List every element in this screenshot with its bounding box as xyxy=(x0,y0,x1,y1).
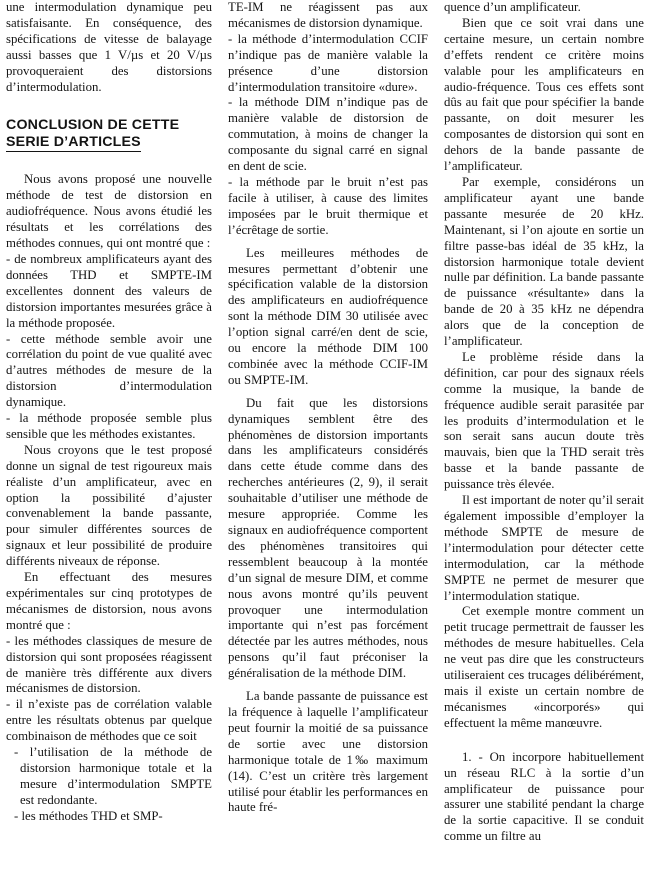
list-item: - la méthode par le bruit n’est pas facile à utiliser, à cause des limites imposées par le bruit thermique et l’écrêtage de sortie. xyxy=(228,174,428,237)
paragraph: Cet exemple montre comment un petit trucage permettrait de fausser les méthodes de mesure habituelles. Cela ne veut pas dire que les constructeurs utiliseraient ces trucages délibérément, mais il existe un certain nombre de mécanismes «incorporés» qui effectuent la même manœuvre. xyxy=(444,604,644,730)
list-item: - la méthode d’intermodulation CCIF n’indique pas de manière valable la présence d’une distorsion d’intermodulation transitoire «dure». xyxy=(228,31,428,94)
section-heading xyxy=(6,117,212,152)
paragraph: Les meilleures méthodes de mesures permettant d’obtenir une spécification valable de la distorsion des amplificateurs en audiofréquence sont la méthode DIM 30 utilisée avec l’option signal carré/en dent de scie, ou encore la méthode DIM 100 combinée avec la méthode CCIF-IM ou SMPTE-IM. xyxy=(228,245,428,387)
column-3 xyxy=(444,0,644,845)
section-heading-line-1: CONCLUSION DE CETTE xyxy=(6,117,180,134)
column-1 xyxy=(6,0,212,825)
column-2 xyxy=(228,0,428,816)
list-item: - il n’existe pas de corrélation valable entre les résultats obtenus par quelque combinaison de méthodes que ce soit xyxy=(6,697,212,744)
paragraph: Bien que ce soit vrai dans une certaine mesure, un certain nombre d’effets rendent ce critère moins valable pour les amplificateurs en audio-fréquence. Tous ces effets sont dûs au fait que pour spécifier la bande passante, on doit mesurer les composantes de distorsion qui sont en dehors de la bande passante de l’amplificateur. xyxy=(444,15,644,174)
paragraph: Le problème réside dans la définition, car pour des signaux réels comme la musique, la bande de fréquence audible serait parasitée par les produits d’intermodulation et le son serait sans aucun doute très mauvais, bien que la THD serait très basse et la bande passante de puissance très élevée. xyxy=(444,349,644,492)
list-item: - cette méthode semble avoir une corrélation du point de vue qualité avec d’autres méthodes de mesure de la distorsion d’intermodulation dynamique. xyxy=(6,331,212,410)
paragraph: une intermodulation dynamique peu satisfaisante. En conséquence, des spécifications de vitesse de balayage aussi basses que 1 V/µs et 20 V/µs provoqueraient des distorsions d’intermodulation. xyxy=(6,0,212,94)
paragraph: quence d’un amplificateur. xyxy=(444,0,581,14)
paragraph: La bande passante de puissance est la fréquence à laquelle l’amplificateur peut fournir la moitié de sa puissance de sortie avec une distorsion harmonique totale de 1‰ maximum (14). C’est un critère très largement utilisé pour établir les performances en haute fré- xyxy=(228,689,428,815)
paragraph: Par exemple, considérons un amplificateur ayant une bande passante mesurée de 20 kHz. Maintenant, si l’on ajoute en sortie un filtre passe-bas idéal de 35 kHz, la distorsion harmonique totale devient nulle par définition. La bande passante de puissance «résultante» dans la bande de 20 à 35 kHz ne dépendra alors que de la conception de l’amplificateur. xyxy=(444,174,644,349)
list-item: - les méthodes classiques de mesure de distorsion qui sont proposées réagissent de manière très différente aux divers mécanismes de distorsion. xyxy=(6,633,212,696)
paragraph: Du fait que les distorsions dynamiques semblent être des phénomènes de distorsion importants dans les amplificateurs considérés dans cette étude comme dans des recherches antérieures (2, 9), il serait souhaitable d’utiliser une méthode de mesure appropriée. Comme les signaux en audiofréquence comportent des phénomènes transitoires qui ressemblent beaucoup à la montée d’un signal de mesure DIM, et comme nous avons montré qu’ils peuvent provoquer une intermodulation importante qui n’est pas forcément détectée par les autres méthodes, nous pensons qu’il faut préconiser la généralisation de la méthode DIM. xyxy=(228,395,428,681)
list-item: - la méthode proposée semble plus sensible que les méthodes existantes. xyxy=(6,411,212,441)
paragraph: TE-IM ne réagissent pas aux mécanismes de distorsion dynamique. xyxy=(228,0,428,30)
list-item: - les méthodes THD et SMP- xyxy=(14,808,163,823)
paragraph: Il est important de noter qu’il serait également impossible d’employer la méthode SMPTE de mesure de l’intermodulation pour détecter cette intermodulation, car la méthode SMPTE ne permet de mesurer que l’intermodulation statique. xyxy=(444,493,644,603)
list-item: - de nombreux amplificateurs ayant des données THD et SMPTE-IM excellentes donnent des valeurs de distorsion importantes mesurées grâce à la méthode proposée. xyxy=(6,251,212,330)
list-item: - la méthode DIM n’indique pas de manière valable de distorsion de commutation, à moins de changer la composante du signal carré en signal en dent de scie. xyxy=(228,95,428,174)
paragraph: Nous avons proposé une nouvelle méthode de test de distorsion en audiofréquence. Nous avons étudié les résultats et les corrélations des méthodes connues, qui ont montré que : xyxy=(6,172,212,251)
section-heading-line-2: SERIE D’ARTICLES xyxy=(6,134,141,153)
paragraph: Nous croyons que le test proposé donne un signal de test rigoureux mais réaliste d’un amplificateur, avec en option la possibilité d’ajuster convenablement la bande passante, pour simuler différentes sources de signaux et leur possibilité de produire différents niveaux de réponse. xyxy=(6,442,212,569)
list-item: - l’utilisation de la méthode de distorsion harmonique totale et la mesure d’intermodulation SMPTE est redondante. xyxy=(14,745,212,807)
paragraph: En effectuant des mesures expérimentales sur cinq prototypes de mécanismes de distorsion, nous avons montré que : xyxy=(6,570,212,632)
paragraph: 1. - On incorpore habituellement un réseau RLC à la sortie d’un amplificateur de puissance pour assurer une stabilité pendant la charge de la sortie capacitive. Il se conduit comme un filtre au xyxy=(444,749,644,844)
